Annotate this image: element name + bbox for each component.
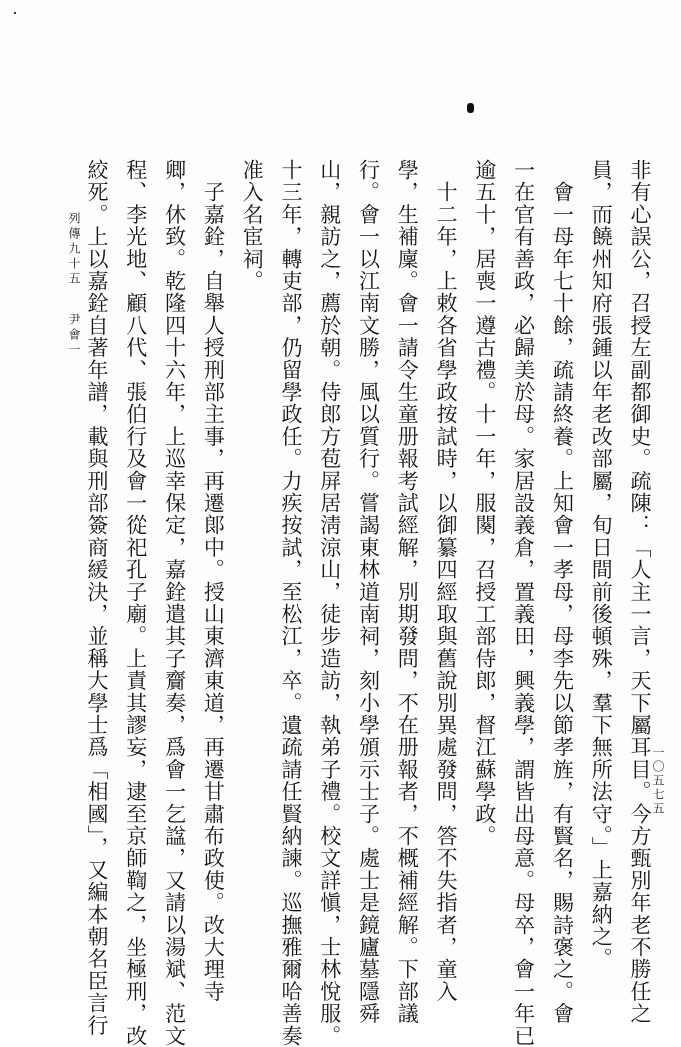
text-column-14: 程、李光地、顧八代、張伯行及會一從祀孔子廟。上責其謬妄，逮至京師鞫之，坐極刑，改 — [123, 159, 148, 1047]
margin-biography-name: 尹會一 — [67, 313, 81, 358]
ink-dot — [467, 103, 474, 113]
text-column-15: 絞死。上以嘉銓自著年譜，載與刑部簽商緩決，並稱大學士爲「相國」，又編本朝名臣言行 — [85, 159, 109, 1037]
text-column-3: 會一母年七十餘，疏請終養。上知會一孝母，母李先以節孝旌，有賢名，賜詩褒之。會 — [550, 159, 575, 1025]
text-column-1: 非有心誤公，召授左副都御史。疏陳：「人主一言，天下屬耳目。今方甄別年老不勝任之 — [628, 159, 652, 1025]
text-column-11: 准入名宦祠。 — [240, 159, 265, 293]
text-column-2: 員，而饒州知府張鍾以年老改部屬，旬日間前後頓殊，羣下無所法守。」上嘉納之。 — [589, 159, 614, 970]
text-column-8: 行。會一以江南文勝，風以質行。嘗謁東林道南祠，刻小學頒示士子。處士是鏡廬墓隱舜 — [356, 159, 381, 1025]
page-number: 一〇五七五 — [651, 746, 665, 816]
text-column-6: 十二年，上敕各省學政按試時，以御纂四經取與舊說別異處發問，答不失指者，童入 — [434, 159, 459, 1003]
text-column-9: 山，親訪之，薦於朝。侍郎方苞屏居淸涼山，徒步造訪，執弟子禮。校文詳愼，士林悅服。 — [317, 159, 342, 1047]
text-column-4: 一在官有善政，必歸美於母。家居設義倉，置義田，興義學，謂皆出母意。母卒，會一年已 — [511, 159, 536, 1047]
text-column-13: 卿，休致。乾隆四十六年，上巡幸保定，嘉銓遣其子齎奏，爲會一乞諡，又請以湯斌、范文 — [162, 159, 187, 1047]
text-column-12: 子嘉銓，自舉人授刑部主事，再遷郞中。授山東濟東道，再遷甘肅布政使。改大理寺 — [201, 159, 226, 1003]
text-column-7: 學，生補廩。會一請令生童册報考試經解，別期發問，不在册報者，不概補經解。下部議 — [395, 159, 420, 1025]
margin-section-title: 列傳九十五 — [67, 212, 81, 287]
corner-mark — [14, 12, 16, 14]
text-column-10: 十三年，轉吏部，仍留學政任。力疾按試，至松江，卒。遺疏請任賢納諫。巡撫雅爾哈善奏 — [278, 159, 303, 1047]
text-column-5: 逾五十，居喪一遵古禮。十一年，服闋，召授工部侍郎，督江蘇學政。 — [472, 159, 497, 848]
